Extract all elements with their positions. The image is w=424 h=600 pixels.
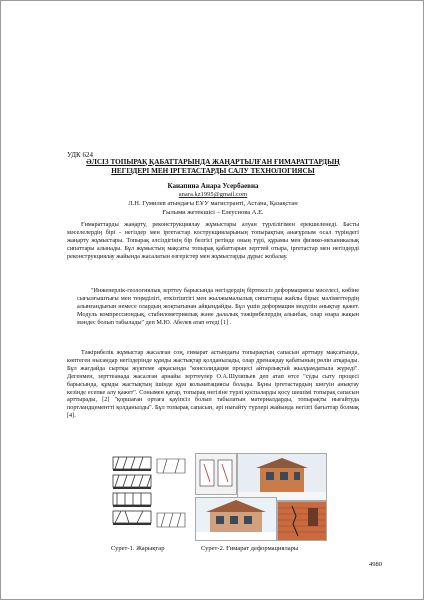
figure-1-crack-diagrams [105, 453, 191, 539]
paragraph-1: Ғимараттарды жаңарту, реконструкциялау жұмыстары алуан түрлілігімен ерекшеленеді. Басты мәселелердің бірі - негіздер мен іргетастар кострукцияларының топырақтың анағұрлым осал түріндегі жаңарту жұмыстары. Топырақ әлсіздігінің бір белгісі ретінде оның түрі, құрамы мен физико-механикалық сипаттары алынады. Бұл жұмыстың мақсаты топырақ қабаттарын зерттей отыра, іргетастар мен негіздерді реконструкциялау жайында жасалатын өзгерістер мен жұмыстарды дұрыс жобалау. [67, 221, 359, 260]
affiliation-line-2: Ғылыми жетекшісі – Елеуснова А.Е. [162, 208, 264, 216]
title-line-2: НЕГІЗДЕРІ МЕН ІРГЕТАСТАРДЫ САЛУ ТЕХНОЛОГИЯСЫ [111, 167, 315, 175]
affiliation-line-1: Л.Н. Гумилев атындағы ЕҰУ магистранті, Астана, Қазақстан [128, 200, 298, 207]
figure-2-photo-brick-wall-crack [277, 501, 327, 541]
paragraph-3: Тәжірибелік жұмыстар жасалған соң, ғимарат астындағы топырақтың сапасын арттыру мақсатында, көптеген нысандар негіздерінде құмды жастықтар қолданылады, олар дренаждау қабатының рөлін атқарады. Бұл жағдайда сыртқы жүктеме арқасында "консолидация процесі айтарлықтай жылдамдатыла жүреді". Дегенмен, зерттеанада жасалған арнайы зерттеулер О.А.Шуляпьев деп атап өтсе "суды сыту процесі барысында, құмды жастықтың ішінде құм кольматациясы болады. Бұны іргетастардың шөгуін анықтау кезінде есепке алу қажет". Сонымен қатар, топырақ негізіне түрлі қоспаларды қосу шешімі топырақ сапасын арттырады, [2] "қоршаған ортаға қауіпсіз болып табылатын материалдарды, топырақты нығайтуда портландцементті қолданылды". Бұл топырақ сапасын, әрі нығайту түрлері жайында негізгі бағыттар болмақ [4]. [67, 349, 359, 420]
figure-2-photo-house-2 [195, 497, 277, 541]
author-email[interactable]: anara.kz1995@gmail.com [178, 191, 248, 198]
figure-1-caption: Сурет-1. Жарықтар [111, 545, 165, 552]
page-number: 4980 [369, 561, 382, 568]
author-name: Канапина Анара Усербаевна [167, 182, 259, 190]
affiliation [67, 200, 359, 217]
figure-2-caption: Сурет-2. Ғимарат деформациялары [201, 545, 299, 552]
figure-2-photo-structural-diagram [195, 453, 237, 495]
title-line-1: ӘЛСІЗ ТОПЫРАҚ ҚАБАТТАРЫНДА ЖАҢАРТЫЛҒАН ҒИМАРАТТАРДЫҢ [86, 158, 340, 166]
article-title [67, 158, 359, 176]
paragraph-2-quote: "Инженерлік-геологиялық зерттеу барысында негіздердің біртекссіз деформациясы мәселесі, көбіне сығылғыштығы мен теңмділігі, өткізгіштігі мен жылжымалылық сипаттары жайлы бірыс мәліметтердің алынғандығын немесе олардың жоқтығынан айқындайды. Бұл үшін деформация модулін анықтау қажет. Модуль компрессиондық, стабилометриялық және далалық тәжірибелердің алынбак, олар өзара жақын мәндес болып табылады" деп М.Ю. Абелев атап өтеді [1] . [77, 287, 359, 326]
figure-2-photo-house-1 [237, 453, 327, 501]
udk-code: УДК 624 [67, 151, 93, 159]
